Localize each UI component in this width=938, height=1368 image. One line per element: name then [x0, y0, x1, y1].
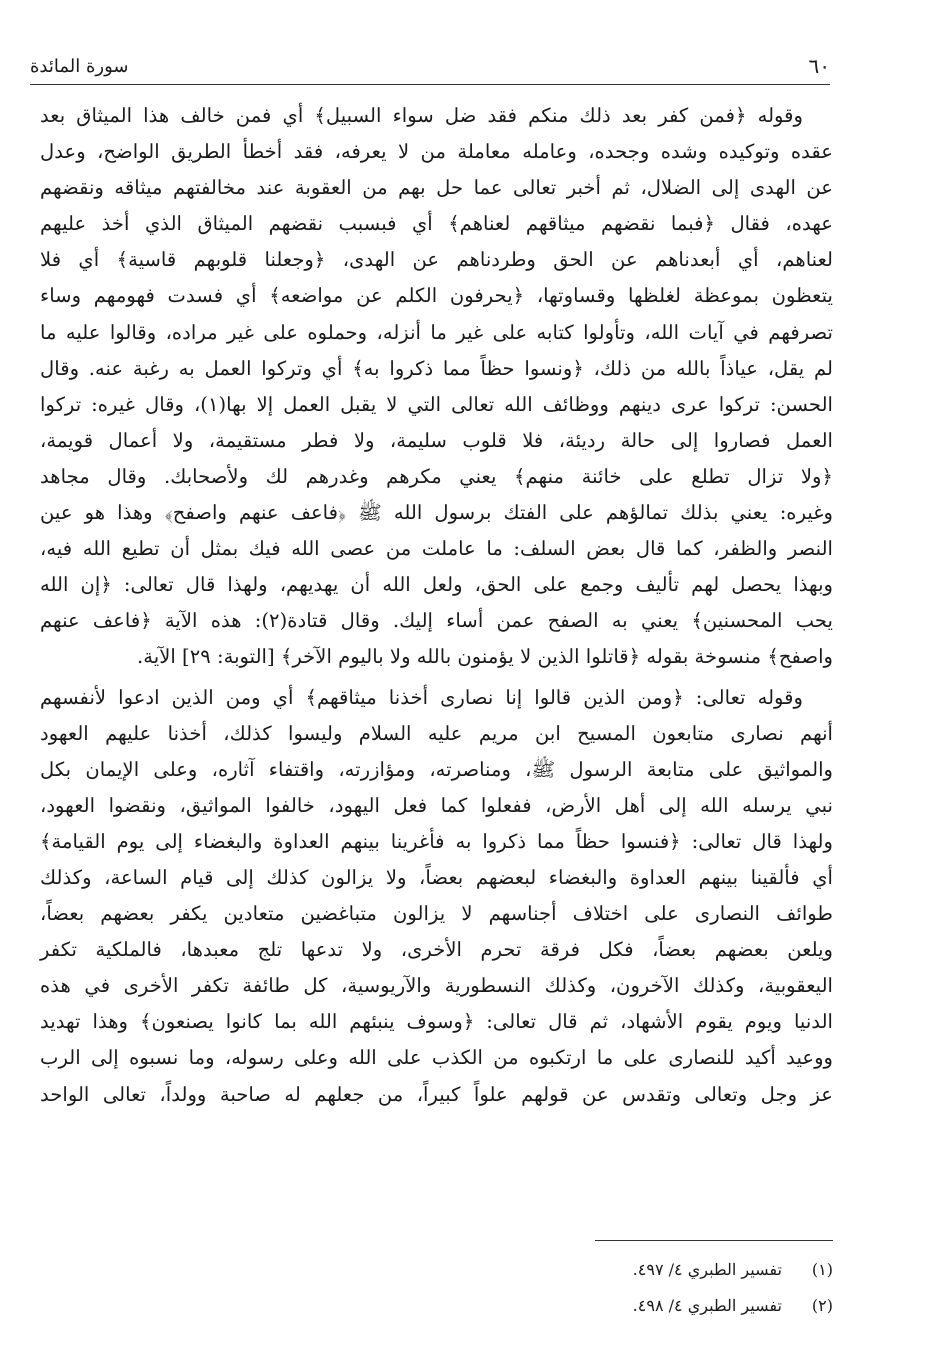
- text-line: نبي يرسله الله إلى أهل الأرض، ففعلوا كما فعل اليهود، خالفوا المواثيق، ونقضوا العهود،: [40, 793, 833, 817]
- text-line: عز وجل وتعالى وتقدس عن قولهم علواً كبيراً، من جعلهم له صاحبة وولداً، تعالى الواحد: [40, 1082, 833, 1106]
- text-line: اليعقوبية، وكذلك الآخرون، وكذلك النسطورية والآريوسية، كل طائفة تكفر الأخرى في هذه: [40, 974, 833, 998]
- footnote-2: [500, 1288, 833, 1324]
- text-line: طوائف النصارى على اختلاف أجناسهم لا يزالون متباغضين متعادين يكفر بعضهم بعضاً،: [40, 902, 833, 926]
- text-line: يتعظون بموعظة لغلظها وقساوتها، ﴿يحرفون الكلم عن مواضعه﴾ أي فسدت فهومهم وساء: [40, 284, 833, 308]
- footnote-text: تفسير الطبري ٤/ ٤٩٧.: [632, 1260, 782, 1279]
- text-line: وبهذا يحصل لهم تأليف وجمع على الحق، ولعل الله أن يهديهم، ولهذا قال تعالى: ﴿إن الله: [40, 573, 833, 597]
- text-line: لعناهم، أي أبعدناهم عن الحق وطردناهم عن الهدى، ﴿وجعلنا قلوبهم قاسية﴾ أي فلا: [40, 248, 833, 272]
- text-line: ووعيد أكيد للنصارى على ما ارتكبوه من الكذب على الله وعلى رسوله، وما نسبوه إلى الرب: [40, 1046, 833, 1070]
- page-number: ٦٠: [808, 54, 830, 78]
- text-line: الحسن: تركوا عرى دينهم ووظائف الله تعالى التي لا يقبل العمل إلا بها(١)، وقال غيره: تركوا: [40, 392, 833, 416]
- text-line: ﴿ولا تزال تطلع على خائنة منهم﴾ يعني مكرهم وغدرهم لك ولأصحابك. وقال مجاهد: [40, 464, 833, 488]
- footnote-divider: [595, 1240, 833, 1241]
- text-line: ولهذا قال تعالى: ﴿فنسوا حظاً مما ذكروا به فأغرينا بينهم العداوة والبغضاء إلى يوم القيامة﴾: [40, 829, 833, 853]
- footnote-number: (١): [811, 1260, 833, 1279]
- text-line: والمواثيق على متابعة الرسول ﷺ، ومناصرته، ومؤازرته، واقتفاء آثاره، وعلى الإيمان بكل: [40, 757, 833, 781]
- footnote-text: تفسير الطبري ٤/ ٤٩٨.: [632, 1296, 782, 1315]
- text-line: عهده، فقال ﴿فبما نقضهم ميثاقهم لعناهم﴾ أي فبسبب نقضهم الميثاق الذي أخذ عليهم: [40, 212, 833, 236]
- text-line: تصرفهم في آيات الله، وتأولوا كتابه على غير ما أنزله، وحملوه على غير مراده، وقالوا عليه ما: [40, 320, 833, 344]
- footnotes: [500, 1252, 833, 1324]
- text-line: أي فألقينا بينهم العداوة والبغضاء لبعضهم بعضاً، ولا يزالون كذلك إلى قيام الساعة، وكذلك: [40, 865, 833, 889]
- text-line: ويلعن بعضهم بعضاً، فكل فرقة تحرم الأخرى، ولا تدعها تلج معبدها، فالملكية تكفر: [40, 938, 833, 962]
- text-line: وقوله تعالى: ﴿ومن الذين قالوا إنا نصارى أخذنا ميثاقهم﴾ أي ومن الذين ادعوا لأنفسهم: [40, 685, 803, 709]
- page-header: [30, 50, 830, 85]
- text-line: أنهم نصارى متابعون المسيح ابن مريم عليه السلام وليسوا كذلك، أخذنا عليهم العهود: [40, 721, 833, 745]
- text-line: العمل فصاروا إلى حالة رديئة، فلا قلوب سليمة، ولا فطر مستقيمة، ولا أعمال قويمة،: [40, 428, 833, 452]
- text-line: الدنيا ويوم يقوم الأشهاد، ثم قال تعالى: ﴿وسوف ينبئهم الله بما كانوا يصنعون﴾ وهذا تهديد: [40, 1010, 833, 1034]
- footnote-1: [500, 1252, 833, 1288]
- footnote-number: (٢): [811, 1296, 833, 1315]
- text-line: وقوله ﴿فمن كفر بعد ذلك منكم فقد ضل سواء السبيل﴾ أي فمن خالف هذا الميثاق بعد: [40, 104, 803, 127]
- text-line: واصفح﴾ منسوخة بقوله ﴿قاتلوا الذين لا يؤمنون بالله ولا باليوم الآخر﴾ [التوبة: ٢٩] الآية.: [137, 645, 833, 669]
- text-line: لم يقل، عياذاً بالله من ذلك، ﴿ونسوا حظاً مما ذكروا به﴾ أي وتركوا العمل به رغبة عنه. وقال: [40, 356, 833, 380]
- text-line: عقده وتوكيده وشده وجحده، وعامله معاملة من لا يعرفه، فقد أخطأ الطريق الواضح، وعدل: [40, 140, 833, 164]
- text-line: عن الهدى إلى الضلال، ثم أخبر تعالى عما حل بهم من العقوبة عند مخالفتهم ميثاقه ونقضهم: [40, 176, 833, 200]
- surah-title: سورة المائدة: [30, 56, 129, 77]
- text-line: النصر والظفر، كما قال بعض السلف: ما عاملت من عصى الله فيك بمثل أن تطيع الله فيه،: [40, 537, 833, 561]
- text-line: وغيره: يعني بذلك تمالؤهم على الفتك برسول الله ﷺ ﴿فاعف عنهم واصفح﴾ وهذا هو عين: [40, 501, 833, 525]
- page-body: [40, 98, 833, 1113]
- paragraph-2: [40, 680, 833, 1113]
- text-line: يحب المحسنين﴾ يعني به الصفح عمن أساء إليك. وقال قتادة(٢): هذه الآية ﴿فاعف عنهم: [40, 609, 833, 633]
- paragraph-1: [40, 98, 833, 676]
